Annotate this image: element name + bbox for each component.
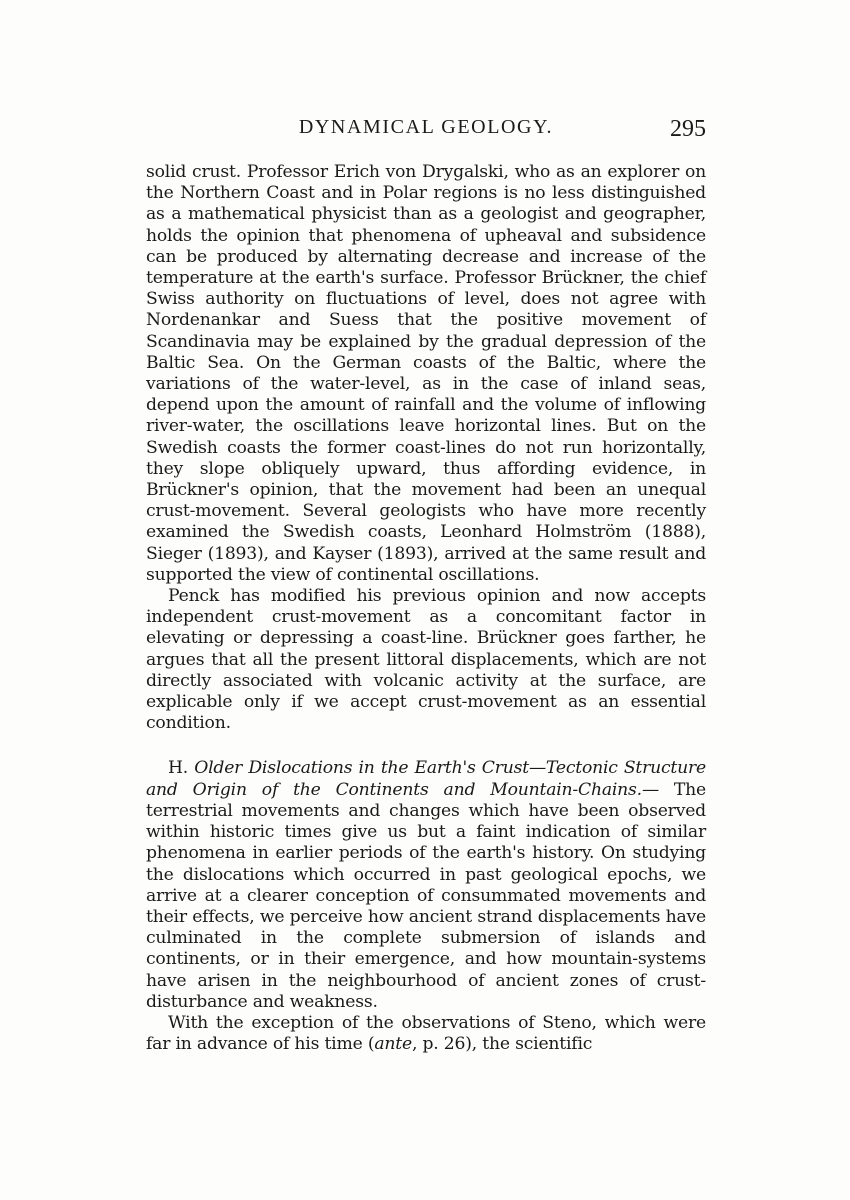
paragraph-steno [146, 1013, 706, 1055]
section-letter: H. [168, 758, 189, 779]
paragraph-penck: Penck has modified his previous opinion and now accepts independent crust-movement as a concomitant factor in elevating or depressing a coast-line. Brückner goes farther, he argues that all the present littoral displacements, which are not directly associated with volcanic activity at the surface, are explicable only if we accept crust-movement as an essential condition. [146, 586, 706, 734]
steno-text-end: , p. 26), the scientific [411, 1034, 593, 1055]
body-text [146, 162, 706, 1055]
section-text: The terrestrial movements and changes which have been observed within historic times give us but a faint indication of similar phenomena in earlier periods of the earth's history. On studying the dislocations which occurred in past geological epochs, we arrive at a clearer conception of consummated movements and their effects, we perceive how ancient strand displacements have culminated in the complete submersion of islands and continents, or in their emergence, and how mountain-systems have arisen in the neighbourhood of ancient zones of crust-disturbance and weakness. [146, 779, 707, 1012]
running-title: DYNAMICAL GEOLOGY. [298, 116, 554, 138]
page-number: 295 [670, 116, 706, 142]
section-spacer [146, 734, 706, 758]
ante-reference: ante [374, 1034, 412, 1055]
page-header [146, 116, 706, 146]
section-h-paragraph [146, 758, 706, 1012]
paragraph-continuation: solid crust. Professor Erich von Drygalski, who as an explorer on the Northern Coast and in Polar regions is no less distinguished as a mathematical physicist than as a geologist and geographer, holds the opinion that phenomena of upheaval and subsidence can be produced by alternating decrease and increase of the temperature at the earth's surface. Professor Brückner, the chief Swiss authority on fluctuations of level, does not agree with Nordenankar and Suess that the positive movement of Scandinavia may be explained by the gradual depression of the Baltic Sea. On the German coasts of the Baltic, where the variations of the water-level, as in the case of inland seas, depend upon the amount of rainfall and the volume of inflowing river-water, the oscillations leave horizontal lines. But on the Swedish coasts the former coast-lines do not run horizontally, they slope obliquely upward, thus affording evidence, in Brückner's opinion, that the movement had been an unequal crust-movement. Several geologists who have more recently examined the Swedish coasts, Leonhard Holmström (1888), Sieger (1893), and Kayser (1893), arrived at the same result and supported the view of continental oscillations. [146, 162, 706, 585]
steno-text-start: With the exception of the observations of Steno, which were far in advance of his time ( [146, 1012, 706, 1055]
section-heading: Older Dislocations in the Earth's Crust—Tectonic Structure and Origin of the Continents and Mountain-Chains.— [146, 758, 706, 800]
